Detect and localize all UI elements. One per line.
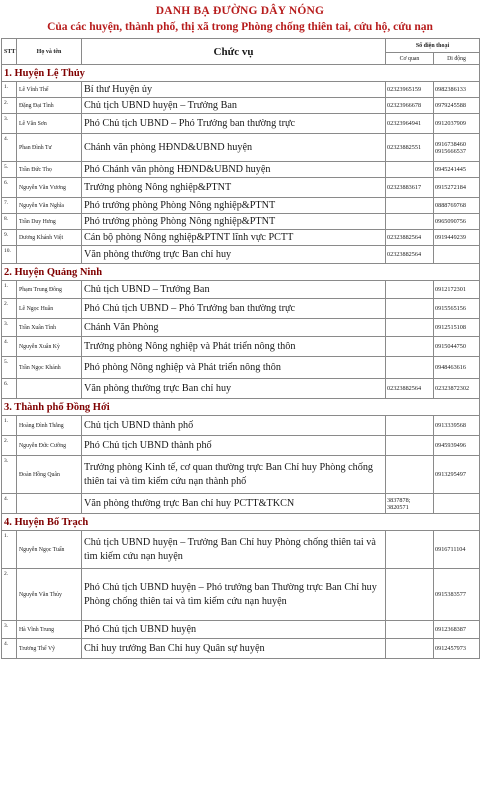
- mobile-phone: 0945939496: [434, 436, 480, 456]
- office-phone: [386, 214, 434, 230]
- mobile-phone: 0948463616: [434, 357, 480, 379]
- table-row: [2, 134, 480, 162]
- person-name: Lê Văn Sơn: [17, 114, 82, 134]
- row-number: 5.: [2, 357, 17, 379]
- office-phone: [386, 621, 434, 639]
- row-number: 1.: [2, 416, 17, 436]
- person-name: Nguyễn Đức Cường: [17, 436, 82, 456]
- position-title: Chủ tịch UBND – Trưởng Ban: [82, 281, 386, 299]
- section-title: 1. Huyện Lệ Thủy: [2, 65, 480, 82]
- table-row: [2, 246, 480, 264]
- office-phone: [386, 436, 434, 456]
- office-phone: [386, 337, 434, 357]
- row-number: 4.: [2, 337, 17, 357]
- mobile-phone: 0912037909: [434, 114, 480, 134]
- document-subtitle: Của các huyện, thành phố, thị xã trong Phòng chống thiên tai, cứu hộ, cứu nạn: [47, 21, 433, 33]
- mobile-phone: 0979245588: [434, 98, 480, 114]
- position-title: Cán bộ phòng Nông nghiệp&PTNT lĩnh vực PCTT: [82, 230, 386, 246]
- person-name: [17, 494, 82, 514]
- section-title: 4. Huyện Bố Trạch: [2, 514, 480, 531]
- office-phone: [386, 416, 434, 436]
- office-phone: 02323883617: [386, 178, 434, 198]
- table-row: [2, 436, 480, 456]
- table-row: [2, 162, 480, 178]
- row-number: 2.: [2, 569, 17, 621]
- mobile-phone: 0915565156: [434, 299, 480, 319]
- office-phone: [386, 569, 434, 621]
- office-phone: [386, 357, 434, 379]
- position-title: Chánh Văn Phòng: [82, 319, 386, 337]
- mobile-phone: 0888769768: [434, 198, 480, 214]
- row-number: 1.: [2, 531, 17, 569]
- row-number: 2.: [2, 436, 17, 456]
- table-row: [2, 230, 480, 246]
- mobile-phone: 0919449239: [434, 230, 480, 246]
- position-title: Văn phòng thường trực Ban chỉ huy: [82, 379, 386, 399]
- office-phone: [386, 162, 434, 178]
- office-phone: 02323966678: [386, 98, 434, 114]
- position-title: Văn phòng thường trực Ban chỉ huy PCTT&TKCN: [82, 494, 386, 514]
- row-number: 3.: [2, 114, 17, 134]
- office-phone: [386, 639, 434, 659]
- table-row: [2, 214, 480, 230]
- row-number: 2.: [2, 98, 17, 114]
- office-phone: 3837878; 3820571: [386, 494, 434, 514]
- office-phone: [386, 456, 434, 494]
- row-number: 8.: [2, 214, 17, 230]
- office-phone: [386, 281, 434, 299]
- person-name: Nguyễn Văn Nghĩa: [17, 198, 82, 214]
- row-number: 10.: [2, 246, 17, 264]
- person-name: Đặng Đại Tình: [17, 98, 82, 114]
- office-phone: [386, 198, 434, 214]
- table-row: [2, 639, 480, 659]
- person-name: Nguyễn Văn Thủy: [17, 569, 82, 621]
- office-phone: 02323882551: [386, 134, 434, 162]
- section-header-row: [2, 514, 480, 531]
- office-phone: [386, 319, 434, 337]
- office-phone: 02323882564: [386, 246, 434, 264]
- position-title: Chỉ huy trưởng Ban Chỉ huy Quân sự huyện: [82, 639, 386, 659]
- row-number: 3.: [2, 621, 17, 639]
- table-row: [2, 319, 480, 337]
- mobile-phone: 0945241445: [434, 162, 480, 178]
- position-title: Phó trưởng phòng Phòng Nông nghiệp&PTNT: [82, 214, 386, 230]
- header-office-phone: Cơ quan: [386, 53, 434, 65]
- person-name: Hà Vĩnh Trung: [17, 621, 82, 639]
- person-name: Nguyễn Văn Vương: [17, 178, 82, 198]
- mobile-phone: 0913339568: [434, 416, 480, 436]
- mobile-phone: 0912172301: [434, 281, 480, 299]
- person-name: [17, 246, 82, 264]
- table-row: [2, 198, 480, 214]
- person-name: Phan Đình Tư: [17, 134, 82, 162]
- table-row: [2, 456, 480, 494]
- table-row: [2, 82, 480, 98]
- office-phone: 02323882564: [386, 230, 434, 246]
- person-name: Lê Vĩnh Thế: [17, 82, 82, 98]
- person-name: Đoàn Hồng Quân: [17, 456, 82, 494]
- header-stt: STT: [2, 39, 17, 65]
- row-number: 7.: [2, 198, 17, 214]
- section-header-row: [2, 65, 480, 82]
- section-title: 2. Huyện Quảng Ninh: [2, 264, 480, 281]
- mobile-phone: 0915383577: [434, 569, 480, 621]
- mobile-phone: 0912457973: [434, 639, 480, 659]
- section-header-row: [2, 264, 480, 281]
- office-phone: [386, 531, 434, 569]
- person-name: Trương Thế Vỹ: [17, 639, 82, 659]
- table-row: [2, 379, 480, 399]
- section-title: 3. Thành phố Đồng Hới: [2, 399, 480, 416]
- position-title: Chủ tịch UBND thành phố: [82, 416, 386, 436]
- person-name: Lê Ngọc Huân: [17, 299, 82, 319]
- table-row: [2, 416, 480, 436]
- mobile-phone: [434, 494, 480, 514]
- position-title: Phó Chủ tịch UBND huyện: [82, 621, 386, 639]
- position-title: Bí thư Huyện ủy: [82, 82, 386, 98]
- position-title: Phó Chánh văn phòng HĐND&UBND huyện: [82, 162, 386, 178]
- person-name: Nguyễn Ngọc Tuấn: [17, 531, 82, 569]
- mobile-phone: 0915272184: [434, 178, 480, 198]
- position-title: Phó Chủ tịch UBND – Phó Trưởng ban thường trực: [82, 114, 386, 134]
- position-title: Phó phòng Nông nghiệp và Phát triển nông thôn: [82, 357, 386, 379]
- row-number: 4.: [2, 134, 17, 162]
- position-title: Chủ tịch UBND huyện – Trưởng Ban: [82, 98, 386, 114]
- mobile-phone: 0912368387: [434, 621, 480, 639]
- row-number: 3.: [2, 319, 17, 337]
- mobile-phone: 0915044750: [434, 337, 480, 357]
- mobile-phone: 02323872302: [434, 379, 480, 399]
- row-number: 4.: [2, 494, 17, 514]
- office-phone: 02323882564: [386, 379, 434, 399]
- row-number: 1.: [2, 281, 17, 299]
- row-number: 4.: [2, 639, 17, 659]
- row-number: 3.: [2, 456, 17, 494]
- row-number: 6.: [2, 379, 17, 399]
- row-number: 9.: [2, 230, 17, 246]
- header-phone: Số điện thoại: [386, 39, 480, 53]
- position-title: Phó Chủ tịch UBND – Phó Trưởng ban thường trực: [82, 299, 386, 319]
- document-title: DANH BẠ ĐƯỜNG DÂY NÓNG: [155, 5, 325, 17]
- table-row: [2, 281, 480, 299]
- table-row: [2, 337, 480, 357]
- position-title: Chủ tịch UBND huyện – Trưởng Ban Chỉ huy Phòng chống thiên tai và tìm kiếm cứu nạn huyện: [82, 531, 386, 569]
- table-row: [2, 621, 480, 639]
- person-name: [17, 379, 82, 399]
- person-name: Phạm Trung Đông: [17, 281, 82, 299]
- mobile-phone: 0913295497: [434, 456, 480, 494]
- header-mobile-phone: Di động: [434, 53, 480, 65]
- office-phone: [386, 299, 434, 319]
- office-phone: 02323964941: [386, 114, 434, 134]
- table-row: [2, 178, 480, 198]
- person-name: Trần Xuân Tình: [17, 319, 82, 337]
- mobile-phone: 0965090756: [434, 214, 480, 230]
- position-title: Phó Chủ tịch UBND thành phố: [82, 436, 386, 456]
- table-row: [2, 357, 480, 379]
- row-number: 2.: [2, 299, 17, 319]
- person-name: Trần Ngọc Khánh: [17, 357, 82, 379]
- table-row: [2, 494, 480, 514]
- position-title: Trưởng phòng Kinh tế, cơ quan thường trực Ban Chỉ huy Phòng chống thiên tai và tìm kiếm cứu nạn thành phố: [82, 456, 386, 494]
- table-row: [2, 531, 480, 569]
- office-phone: 02323965159: [386, 82, 434, 98]
- mobile-phone: 0912515108: [434, 319, 480, 337]
- header-name: Họ và tên: [17, 39, 82, 65]
- person-name: Nguyễn Xuân Kỳ: [17, 337, 82, 357]
- mobile-phone: 0916738460 0915666537: [434, 134, 480, 162]
- position-title: Chánh văn phòng HĐND&UBND huyện: [82, 134, 386, 162]
- mobile-phone: 0916711104: [434, 531, 480, 569]
- mobile-phone: 0982386133: [434, 82, 480, 98]
- position-title: Trưởng phòng Nông nghiệp&PTNT: [82, 178, 386, 198]
- person-name: Dương Khánh Việt: [17, 230, 82, 246]
- mobile-phone: [434, 246, 480, 264]
- table-row: [2, 98, 480, 114]
- hotline-directory-table: [1, 38, 480, 659]
- person-name: Trần Duy Hưng: [17, 214, 82, 230]
- position-title: Văn phòng thường trực Ban chỉ huy: [82, 246, 386, 264]
- position-title: Trưởng phòng Nông nghiệp và Phát triển nông thôn: [82, 337, 386, 357]
- section-header-row: [2, 399, 480, 416]
- person-name: Hoàng Đình Thắng: [17, 416, 82, 436]
- person-name: Trần Đức Thọ: [17, 162, 82, 178]
- header-position: Chức vụ: [82, 39, 386, 65]
- row-number: 6.: [2, 178, 17, 198]
- table-row: [2, 114, 480, 134]
- table-row: [2, 569, 480, 621]
- position-title: Phó trưởng phòng Phòng Nông nghiệp&PTNT: [82, 198, 386, 214]
- row-number: 5.: [2, 162, 17, 178]
- row-number: 1.: [2, 82, 17, 98]
- position-title: Phó Chủ tịch UBND huyện – Phó trưởng ban Thường trực Ban Chỉ huy Phòng chống thiên tai và tìm kiếm cứu nạn huyện: [82, 569, 386, 621]
- table-row: [2, 299, 480, 319]
